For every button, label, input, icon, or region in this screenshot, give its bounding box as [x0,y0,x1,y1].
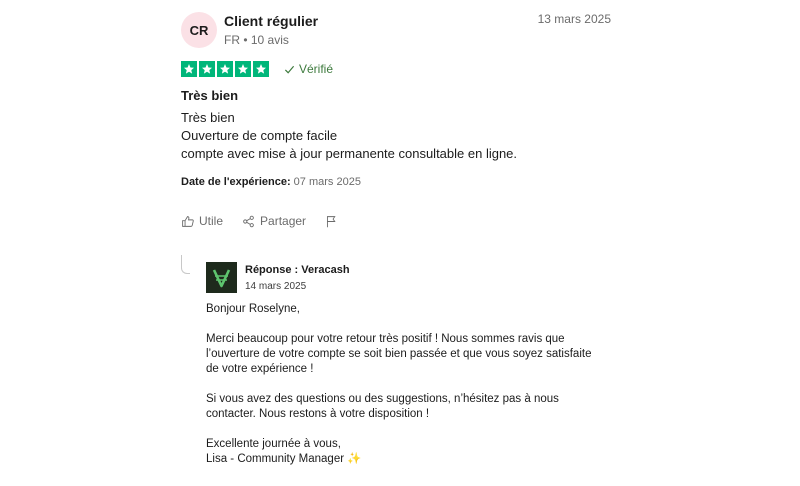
star-rating [181,61,269,77]
review-body-line: compte avec mise à jour permanente consultable en ligne. [181,146,518,161]
verified-badge[interactable] [284,62,333,76]
star-icon [181,61,197,77]
reply-paragraph [206,392,606,422]
flag-icon [325,215,338,228]
author-meta: FR • 10 avis [224,33,289,47]
experience-label: Date de l'expérience: [181,176,291,188]
reply-closing [206,437,606,467]
reply-body [206,302,606,482]
author-name[interactable]: Client régulier [224,13,319,29]
experience-date [181,176,361,188]
verified-label: Vérifié [299,62,334,76]
review-body [181,109,517,163]
review-body-line: Ouverture de compte facile [181,128,338,143]
review-body-line: Très bien [181,110,235,125]
useful-label: Utile [199,214,224,228]
avatar[interactable]: CR [181,12,217,48]
review-actions [181,214,357,228]
star-icon [199,61,215,77]
star-icon [235,61,251,77]
review-date: 13 mars 2025 [537,12,611,26]
review-title: Très bien [181,88,239,103]
star-icon [253,61,269,77]
reply-line: Lisa - Community Manager ✨ [206,453,362,465]
reply-greeting: Bonjour Roselyne, [206,303,300,315]
reply-title: Réponse : Veracash [245,264,350,276]
reply-line: Excellente journée à vous, [206,438,341,450]
reply-line: Merci beaucoup pour votre retour très positif ! Nous sommes ravis que [206,333,565,345]
experience-value: 07 mars 2025 [293,176,361,188]
share-button[interactable] [242,214,306,228]
thumbs-up-icon [181,215,194,228]
reply-paragraph [206,332,606,377]
share-icon [242,215,255,228]
share-label: Partager [260,214,307,228]
reply-line: de votre expérience ! [206,363,314,375]
checkmark-icon [284,64,295,75]
reply-connector [181,255,190,274]
report-button[interactable] [325,215,338,228]
reply-line: Si vous avez des questions ou des suggestions, n’hésitez pas à nous [206,393,559,405]
useful-button[interactable] [181,214,223,228]
reply-line: l’ouverture de votre compte se soit bien passée et que vous soyez satisfaite [206,348,592,360]
veracash-logo [206,262,237,293]
reply-line: contacter. Nous restons à votre disposition ! [206,408,430,420]
reply-date: 14 mars 2025 [245,281,307,292]
star-icon [217,61,233,77]
